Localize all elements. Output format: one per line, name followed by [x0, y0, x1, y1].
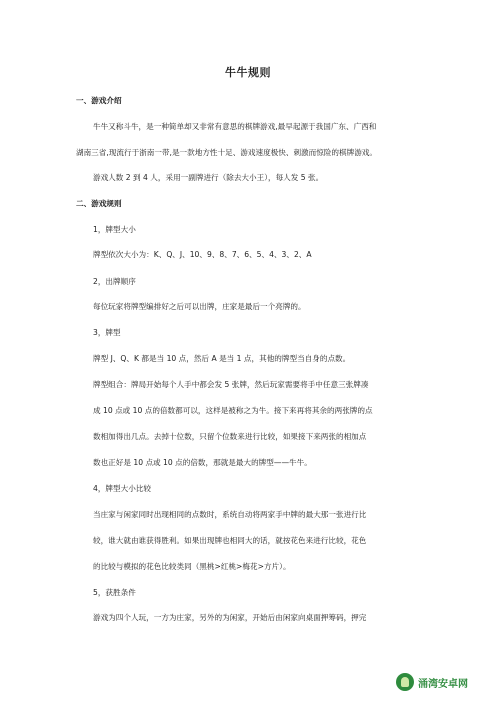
rule-3-line-4: 数相加得出几点。去掉十位数，只留个位数来进行比较，如果接下来两张的相加点: [93, 432, 367, 441]
rule-4-line-2: 较，谁大就由谁获得胜利。如果出现牌也相同大的话，就按花色来进行比较，花色: [93, 536, 367, 545]
section-heading-rules: 二、游戏规则: [76, 199, 122, 208]
rule-4-line-1: 当庄家与闲家同时出现相同的点数时，系统自动将两家手中牌的最大那一张进行比: [93, 510, 367, 519]
rule-3-line-3: 成 10 点或 10 点的倍数都可以，这样是被称之为牛。接下来再将其余的两张牌的点: [93, 406, 373, 415]
rule-5-title: 5，获胜条件: [93, 588, 136, 597]
rule-2-text: 每位玩家将牌型编排好之后可以出牌，庄家是最后一个亮牌的。: [93, 302, 306, 311]
rule-4-line-3: 的比较与模拟的花色比较类同（黑桃>红桃>梅花>方片）。: [93, 562, 291, 571]
rule-3-title: 3，牌型: [93, 328, 121, 337]
site-watermark: [396, 670, 482, 694]
rule-1-text: 牌型依次大小为：K、Q、J、10、9、8、7、6、5、4、3、2、A: [93, 250, 312, 259]
page-title: 牛牛规则: [225, 66, 271, 79]
rule-1-title: 1，牌型大小: [93, 225, 136, 234]
intro-paragraph-line-1: 牛牛又称斗牛，是一种简单却又非常有意思的棋牌游戏,最早起源于我国广东、广西和: [93, 122, 377, 131]
leaf-logo-icon: [396, 673, 414, 691]
intro-player-count: 游戏人数 2 到 4 人，采用一副牌进行（除去大小王），每人发 5 张。: [93, 173, 324, 182]
section-heading-intro: 一、游戏介绍: [76, 96, 122, 105]
rule-3-line-1: 牌型 J、Q、K 都是当 10 点，然后 A 是当 1 点，其他的牌型当自身的点数。: [93, 354, 351, 363]
rule-3-line-2: 牌型组合：牌局开始每个人手中都会发 5 张牌，然后玩家需要将手中任意三张牌凑: [93, 380, 369, 389]
rule-5-line-1: 游戏为四个人玩，一方为庄家，另外的为闲家，开始后由闲家向桌面押筹码，押完: [93, 613, 367, 622]
watermark-text: 涌湾安卓网: [418, 678, 468, 690]
rule-2-title: 2，出牌顺序: [93, 277, 136, 286]
intro-paragraph-line-2: 湖南三省,现流行于浙南一带,是一款地方性十足、游戏速度极快、刺激而惊险的棋牌游戏。: [76, 148, 377, 157]
rule-4-title: 4，牌型大小比较: [93, 484, 151, 493]
rule-3-line-5: 数也正好是 10 点或 10 点的倍数，那就是最大的牌型——牛牛。: [93, 458, 312, 467]
